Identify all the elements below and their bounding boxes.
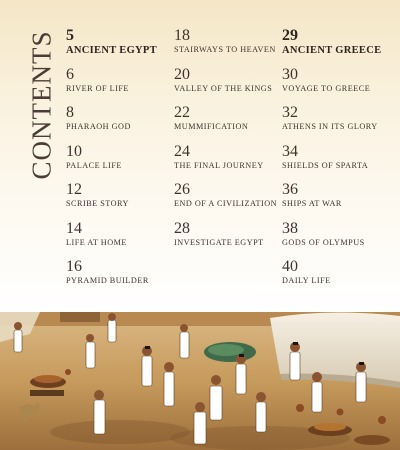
toc-title: MUMMIFICATION	[174, 122, 249, 131]
toc-entry[interactable]	[174, 182, 284, 221]
toc-page-number: 20	[174, 65, 190, 83]
toc-entry[interactable]	[282, 259, 392, 298]
toc-page-number: 24	[174, 142, 190, 160]
toc-entry[interactable]	[282, 144, 392, 183]
toc-entry[interactable]	[66, 221, 176, 260]
toc-title: DAILY LIFE	[282, 276, 331, 285]
toc-page-number: 32	[282, 104, 298, 121]
toc-page-number: 40	[282, 258, 298, 275]
toc-page-number: 6	[66, 65, 74, 83]
toc-column-2	[174, 28, 284, 259]
toc-page-number: 8	[66, 104, 74, 121]
toc-page-number: 28	[174, 219, 190, 237]
toc-title: THE FINAL JOURNEY	[174, 160, 264, 170]
toc-page-number: 30	[282, 65, 298, 83]
toc-title: PYRAMID BUILDER	[66, 276, 149, 285]
toc-page-number: 18	[174, 27, 190, 44]
toc-entry[interactable]	[66, 67, 176, 106]
toc-page-number: 29	[282, 27, 298, 44]
marketplace-illustration	[0, 312, 400, 450]
toc-entry[interactable]	[174, 105, 284, 144]
toc-entry[interactable]	[66, 259, 176, 298]
toc-entry[interactable]	[66, 105, 176, 144]
toc-section-title: ANCIENT GREECE	[282, 45, 382, 56]
toc-title: RIVER OF LIFE	[66, 83, 129, 93]
toc-entry[interactable]	[174, 28, 284, 67]
toc-title: VOYAGE TO GREECE	[282, 83, 371, 93]
toc-page-number: 38	[282, 219, 298, 237]
toc-entry[interactable]	[174, 221, 284, 260]
toc-column-1	[66, 28, 176, 298]
toc-title: ATHENS IN ITS GLORY	[282, 122, 378, 131]
toc-title: VALLEY OF THE KINGS	[174, 83, 273, 93]
toc-entry[interactable]	[66, 182, 176, 221]
toc-page-number: 22	[174, 104, 190, 121]
toc-page-number: 36	[282, 181, 298, 198]
toc-page-number: 16	[66, 258, 82, 275]
toc-title: LIFE AT HOME	[66, 237, 127, 247]
toc-entry[interactable]	[282, 182, 392, 221]
toc-title: GODS OF OLYMPUS	[282, 237, 365, 247]
toc-page-number: 12	[66, 181, 82, 198]
toc-entry[interactable]	[282, 28, 392, 67]
toc-page-number: 14	[66, 219, 82, 237]
toc-title: SHIELDS OF SPARTA	[282, 160, 369, 170]
toc-entry[interactable]	[174, 67, 284, 106]
toc-entry[interactable]	[66, 28, 176, 67]
toc-entry[interactable]	[282, 67, 392, 106]
toc-title: INVESTIGATE EGYPT	[174, 237, 264, 247]
toc-section-title: ANCIENT EGYPT	[66, 45, 157, 56]
contents-heading	[26, 30, 58, 180]
toc-title: PHARAOH GOD	[66, 122, 131, 131]
toc-title: STAIRWAYS TO HEAVEN	[174, 45, 276, 54]
toc-page-number: 10	[66, 142, 82, 160]
toc-entry[interactable]	[282, 221, 392, 260]
toc-entry[interactable]	[66, 144, 176, 183]
toc-entry[interactable]	[174, 144, 284, 183]
toc-title: SCRIBE STORY	[66, 199, 129, 208]
toc-page-number: 5	[66, 27, 74, 44]
toc-page-number: 34	[282, 142, 298, 160]
toc-entry[interactable]	[282, 105, 392, 144]
toc-page-number: 26	[174, 181, 190, 198]
marketplace-scene	[0, 312, 400, 450]
toc-title: SHIPS AT WAR	[282, 199, 342, 208]
toc-title: PALACE LIFE	[66, 160, 122, 170]
toc-column-3	[282, 28, 392, 298]
toc-title: END OF A CIVILIZATION	[174, 199, 278, 208]
contents-heading-text: CONTENTS	[26, 30, 57, 180]
